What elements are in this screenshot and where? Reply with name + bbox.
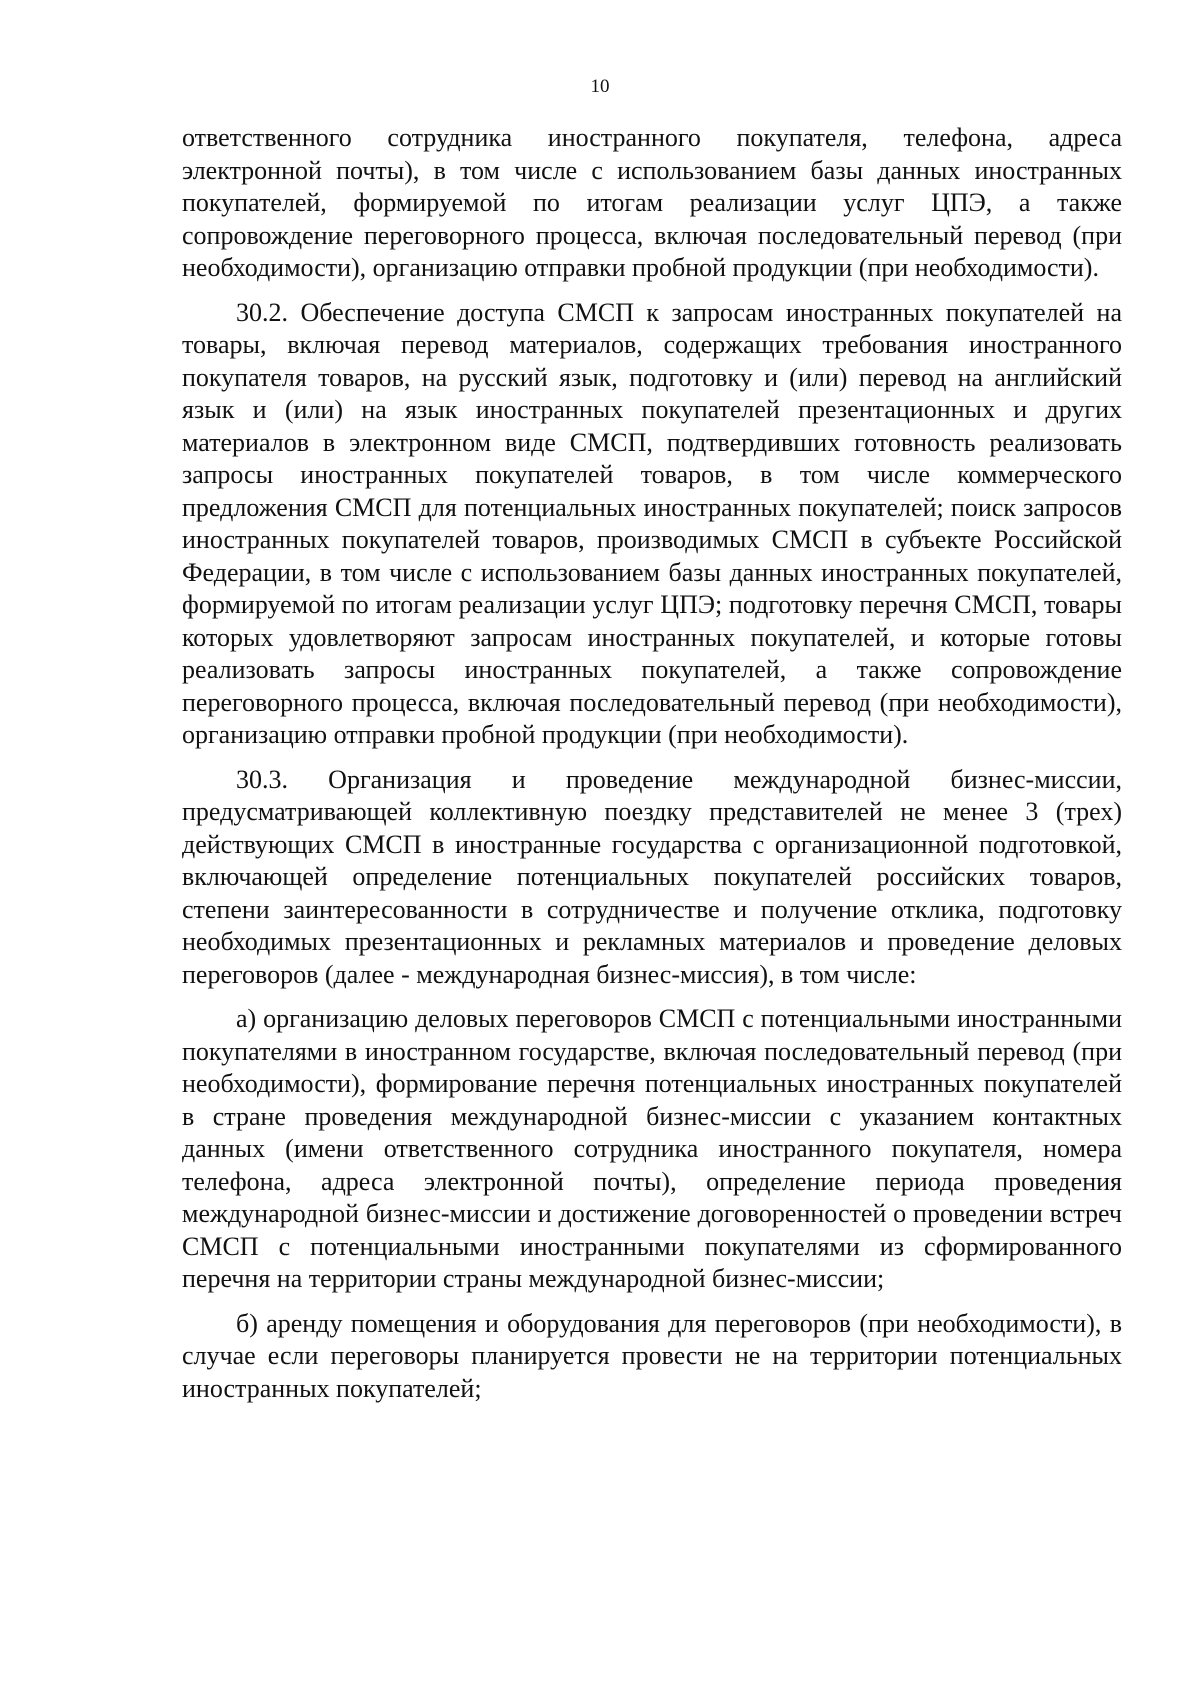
paragraph-30-3: 30.3. Организация и проведение международной бизнес-миссии, предусматривающей коллективную поездку представителей не менее 3 (трех) действующих СМСП в иностранные государства с организационной подготовкой, включающей определение потенциальных покупателей российских товаров, степени заинтересованности в сотрудничестве и получение отклика, подготовку необходимых презентационных и рекламных материалов и проведение деловых переговоров (далее - международная бизнес-миссия), в том числе: xyxy=(182,764,1122,989)
paragraph-30-2: 30.2. Обеспечение доступа СМСП к запросам иностранных покупателей на товары, включая перевод материалов, содержащих требования иностранного покупателя товаров, на русский язык, подготовку и (или) перевод на английский язык и (или) на язык иностранных покупателей презентационных и других материалов в электронном виде СМСП, подтвердивших готовность реализовать запросы иностранных покупателей товаров, в том числе коммерческого предложения СМСП для потенциальных иностранных покупателей; поиск запросов иностранных покупателей товаров, производимых СМСП в субъекте Российской Федерации, в том числе с использованием базы данных иностранных покупателей, формируемой по итогам реализации услуг ЦПЭ; подготовку перечня СМСП, товары которых удовлетворяют запросам иностранных покупателей, и которые готовы реализовать запросы иностранных покупателей, а также сопровождение переговорного процесса, включая последовательный перевод (при необходимости), организацию отправки пробной продукции (при необходимости). xyxy=(182,297,1122,749)
paragraph-item-a: а) организацию деловых переговоров СМСП с потенциальными иностранными покупателями в иностранном государстве, включая последовательный перевод (при необходимости), формирование перечня потенциальных иностранных покупателей в стране проведения международной бизнес-миссии с указанием контактных данных (имени ответственного сотрудника иностранного покупателя, номера телефона, адреса электронной почты), определение периода проведения международной бизнес-миссии и достижение договоренностей о проведении встреч СМСП с потенциальными иностранными покупателями из сформированного перечня на территории страны международной бизнес-миссии; xyxy=(182,1004,1122,1293)
paragraph-continuation: ответственного сотрудника иностранного покупателя, телефона, адреса электронной почты), в том числе с использованием базы данных иностранных покупателей, формируемой по итогам реализации услуг ЦПЭ, а также сопровождение переговорного процесса, включая последовательный перевод (при необходимости), организацию отправки пробной продукции (при необходимости). xyxy=(182,123,1122,282)
page-number: 10 xyxy=(590,76,610,97)
paragraph-item-b: б) аренду помещения и оборудования для переговоров (при необходимости), в случае если переговоры планируется провести не на территории потенциальных иностранных покупателей; xyxy=(182,1308,1122,1403)
document-body xyxy=(182,122,1122,1405)
